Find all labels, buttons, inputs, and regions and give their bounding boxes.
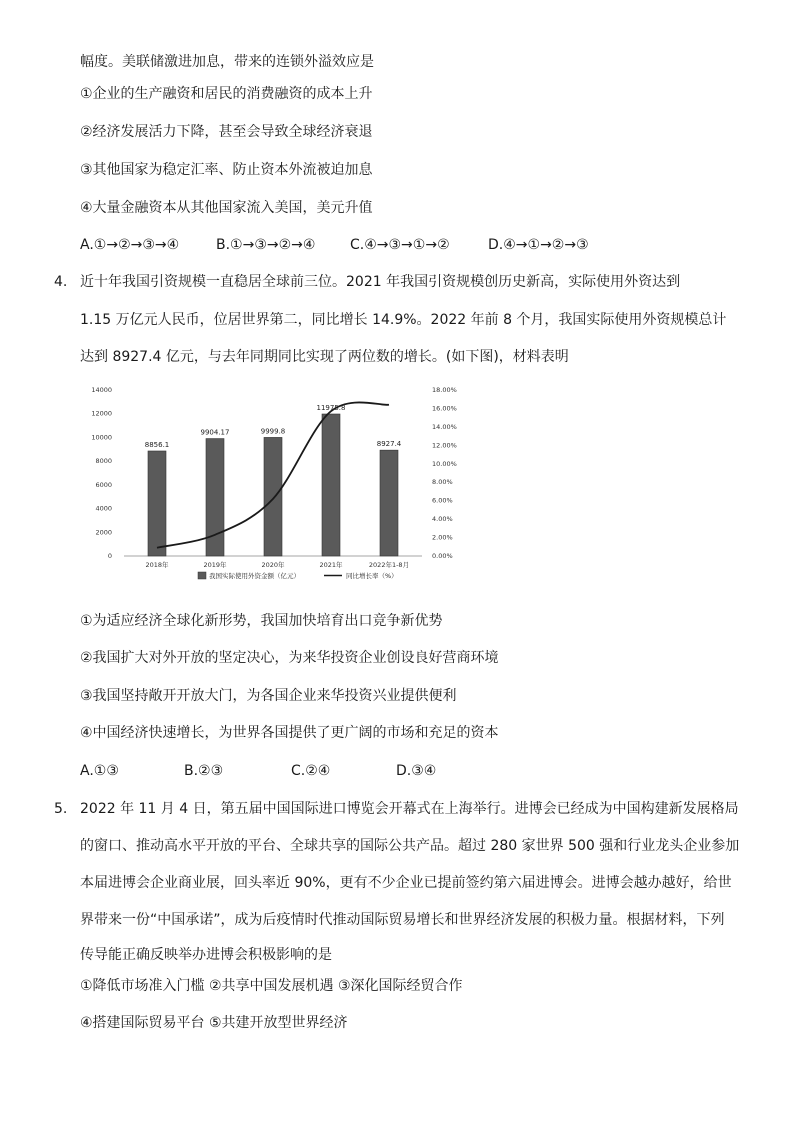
legend-bar-label: 我国实际使用外资金额（亿元）: [209, 572, 300, 580]
bar-data-label: 9999.8: [260, 427, 286, 436]
q4-item-1: ①为适应经济全球化新形势，我国加快培育出口竞争新优势: [80, 613, 443, 629]
q5-stem-line-4: 界带来一份“中国承诺”，成为后疫情时代推动国际贸易增长和世界经济发展的积极力量。根据材料，下列: [80, 912, 725, 928]
q5-number: 5.: [54, 801, 68, 817]
y2-tick-label: 6.00%: [432, 496, 453, 505]
q5-stem-line-3: 本届进博会企业商业展，回头率近 90%，更有不少企业已提前签约第六届进博会。进博会越办越好，给世: [80, 875, 732, 891]
q3-option-a[interactable]: A.①→②→③→④: [80, 237, 180, 253]
y-tick-label: 0: [107, 552, 112, 560]
legend-line-label: 同比增长率（%）: [346, 572, 398, 580]
q3-stem-continuation: 幅度。美联储激进加息，带来的连锁外溢效应是: [80, 54, 374, 70]
q3-option-c[interactable]: C.④→③→①→②: [350, 237, 450, 253]
q4-options: [80, 762, 680, 780]
y-tick-label: 2000: [95, 528, 112, 537]
x-tick-label: 2022年1-8月: [368, 561, 410, 569]
y-tick-label: 10000: [91, 433, 112, 442]
q4-item-2: ②我国扩大对外开放的坚定决心，为来华投资企业创设良好营商环境: [80, 650, 499, 666]
q4-stem-line-2: 1.15 万亿元人民币，位居世界第二，同比增长 14.9%。2022 年前 8 个月，我国实际使用外资规模总计: [80, 312, 727, 328]
q4-option-b[interactable]: B.②③: [184, 763, 224, 779]
bar: [264, 437, 282, 556]
q4-stem-line-1: 近十年我国引资规模一直稳居全球前三位。2021 年我国引资规模创历史新高，实际使用外资达到: [80, 274, 681, 290]
q4-item-4: ④中国经济快速增长，为世界各国提供了更广阔的市场和充足的资本: [80, 725, 499, 741]
q3-item-1: ①企业的生产融资和居民的消费融资的成本上升: [80, 86, 373, 102]
x-tick-label: 2019年: [203, 561, 227, 569]
y2-tick-label: 4.00%: [432, 515, 453, 524]
q3-options: [80, 236, 680, 254]
q4-option-a[interactable]: A.①③: [80, 763, 119, 779]
bar-data-label: 8927.4: [376, 440, 402, 449]
q4-option-d[interactable]: D.③④: [396, 763, 437, 779]
q5-stem-line-5: 传导能正确反映举办进博会积极影响的是: [80, 947, 332, 963]
q5-item-row-1: ①降低市场准入门槛 ②共享中国发展机遇 ③深化国际经贸合作: [80, 978, 463, 994]
chart-svg: [80, 380, 470, 580]
q4-item-3: ③我国坚持敞开开放大门，为各国企业来华投资兴业提供便利: [80, 688, 457, 704]
y-tick-label: 4000: [95, 504, 112, 513]
bar: [206, 439, 224, 556]
y-tick-label: 14000: [91, 386, 112, 394]
bar-data-label: 8856.1: [144, 440, 170, 449]
bar-data-label: 9904.17: [200, 428, 230, 437]
q5-stem-line-1: 2022 年 11 月 4 日，第五届中国国际进口博览会开幕式在上海举行。进博会已经成为中国构建新发展格局: [80, 801, 739, 817]
bar-data-label: 11975.8: [316, 404, 346, 413]
y2-tick-label: 2.00%: [432, 533, 453, 542]
q3-item-4: ④大量金融资本从其他国家流入美国，美元升值: [80, 200, 373, 216]
q5-stem-line-2: 的窗口、推动高水平开放的平台、全球共享的国际公共产品。超过 280 家世界 500 强和行业龙头企业参加: [80, 838, 740, 854]
q5-item-row-2: ④搭建国际贸易平台 ⑤共建开放型世界经济: [80, 1015, 348, 1031]
bar: [380, 450, 398, 556]
q3-item-2: ②经济发展活力下降，甚至会导致全球经济衰退: [80, 124, 373, 140]
y2-tick-label: 0.00%: [432, 552, 453, 560]
q3-option-b[interactable]: B.①→③→②→④: [216, 237, 316, 253]
q4-option-c[interactable]: C.②④: [291, 763, 331, 779]
bar: [322, 414, 340, 556]
x-tick-label: 2021年: [319, 561, 343, 569]
legend-bar-swatch: [198, 572, 206, 579]
y2-tick-label: 18.00%: [432, 386, 457, 394]
y2-tick-label: 14.00%: [432, 422, 457, 431]
investment-chart: [80, 380, 470, 580]
y2-tick-label: 12.00%: [432, 441, 457, 450]
q3-option-d[interactable]: D.④→①→②→③: [488, 237, 589, 253]
x-tick-label: 2020年: [261, 561, 285, 569]
y-tick-label: 12000: [91, 409, 112, 418]
bar: [148, 451, 166, 556]
x-tick-label: 2018年: [145, 561, 169, 569]
y2-tick-label: 8.00%: [432, 478, 453, 487]
y-tick-label: 8000: [95, 457, 112, 466]
y2-tick-label: 16.00%: [432, 404, 457, 413]
y2-tick-label: 10.00%: [432, 459, 457, 468]
q4-stem-line-3: 达到 8927.4 亿元，与去年同期同比实现了两位数的增长。(如下图)，材料表明: [80, 349, 569, 365]
q4-number: 4.: [54, 274, 68, 290]
y-tick-label: 6000: [95, 480, 112, 489]
q3-item-3: ③其他国家为稳定汇率、防止资本外流被迫加息: [80, 162, 373, 178]
